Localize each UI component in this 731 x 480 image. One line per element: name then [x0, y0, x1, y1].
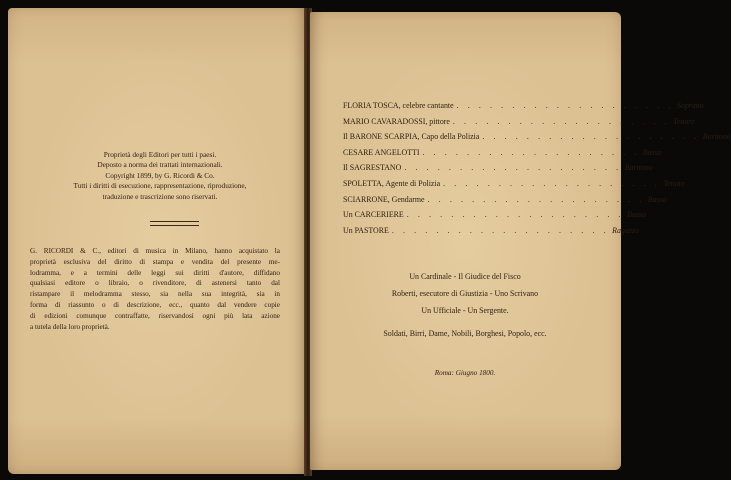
cast-row [343, 178, 685, 195]
voice-type: Ragazzo [612, 225, 639, 235]
cast-row [343, 101, 704, 117]
dot-leader: . . . . . . . . . . . . . . . . . . . . [482, 132, 700, 142]
voice-type: Baritono [624, 163, 653, 173]
notice-line: qualsiasi editore o libraio, o rivenditore, di astenersi tanto dal [30, 279, 280, 288]
character-name: MARIO CAVARADOSSI, pittore [343, 116, 450, 126]
left-page [8, 8, 306, 474]
character-name: SCIARRONE, Gendarme [343, 194, 425, 204]
dot-leader: . . . . . . . . . . . . . . . . . . . . [406, 210, 625, 220]
voice-type: Basso [627, 210, 646, 220]
voice-type: Soprano [676, 101, 704, 110]
character-name: FLORIA TOSCA, celebre cantante [343, 101, 454, 110]
copyright-block [48, 150, 272, 202]
character-name: Un PASTORE [343, 225, 389, 235]
notice-line: proprietà esclusiva del diritto di stampa e vendita del presente me- [30, 257, 280, 266]
notice-line: ristampare il melodramma stesso, sia nella sua integrità, sia in [30, 290, 280, 299]
dot-leader: . . . . . . . . . . . . . . . . . . . . [443, 178, 661, 188]
cast-row [343, 163, 653, 179]
cast-row [343, 147, 662, 164]
voice-type: Basso [647, 194, 667, 204]
cast-row [343, 116, 695, 133]
dot-leader: . . . . . . . . . . . . . . . . . . . . [452, 116, 671, 126]
notice-line: lodramma, e a termini delle leggi sui diritti d'autore, diffidano [30, 268, 280, 277]
dot-leader: . . . . . . . . . . . . . . . . . . . . [456, 101, 674, 110]
character-name: Il SAGRESTANO [343, 163, 402, 173]
publisher-notice [30, 246, 280, 332]
dot-leader: . . . . . . . . . . . . . . . . . . . . [427, 194, 645, 204]
notice-line: a tutela della loro proprietà. [30, 322, 110, 331]
minor-characters [320, 268, 610, 342]
cast-row [343, 225, 639, 242]
cast-row [343, 132, 731, 148]
cast-row [343, 210, 646, 226]
character-name: SPOLETTA, Agente di Polizia [343, 178, 441, 188]
character-name: Un CARCERIERE [343, 210, 404, 220]
copyright-line: Proprietà degli Editori per tutti i paesi. [103, 150, 217, 159]
cast-list [343, 101, 731, 241]
decorative-double-rule [150, 221, 199, 226]
character-name: CESARE ANGELOTTI [343, 147, 420, 157]
dot-leader: . . . . . . . . . . . . . . . . . . . . [422, 147, 640, 157]
voice-type: Baritono [702, 132, 731, 142]
copyright-line: Copyright 1899, by G. Ricordi & Co. [105, 170, 215, 180]
copyright-line: traduzione e trascrizione sono riservati. [102, 191, 218, 201]
minor-characters-line: Un Ufficiale - Un Sergente. [421, 306, 509, 315]
notice-line: di edizioni comunque contraffatte, riservandosi ogni più lata azione [30, 311, 280, 320]
chorus-line: Soldati, Birri, Dame, Nobili, Borghesi, Popolo, ecc. [383, 329, 547, 338]
dot-leader: . . . . . . . . . . . . . . . . . . . . [404, 163, 622, 173]
cast-row [343, 194, 667, 211]
minor-characters-line: Roberti, esecutore di Giustizia - Uno Scrivano [391, 289, 539, 298]
voice-type: Tenore [673, 116, 695, 126]
notice-line: forma di riassunto o di descrizione, ecc., quanto dal vendere copie [30, 300, 280, 309]
minor-characters-line: Un Cardinale - Il Giudice del Fisco [409, 272, 521, 281]
copyright-line: Deposto a norma dei trattati internazionali. [97, 160, 223, 170]
copyright-line: Tutti i diritti di esecuzione, rappresentazione, riproduzione, [73, 181, 247, 191]
voice-type: Basso [642, 147, 662, 157]
setting-date: Roma: Giugno 1800. [434, 369, 496, 377]
voice-type: Tenore [663, 178, 685, 188]
notice-line: G. RICORDI & C., editori di musica in Milano, hanno acquistato la [30, 247, 280, 255]
dot-leader: . . . . . . . . . . . . . . . . . . . . [391, 225, 610, 235]
character-name: Il BARONE SCARPIA, Capo della Polizia [343, 132, 480, 142]
